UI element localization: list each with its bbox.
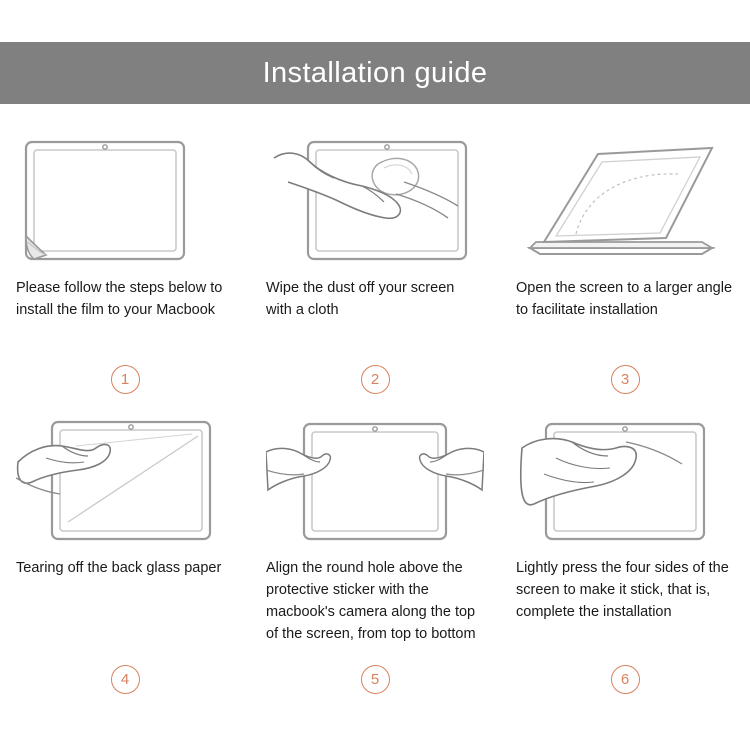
step-caption: Wipe the dust off your screen with a cloth bbox=[266, 280, 455, 318]
illustration-hand-wiping-screen-with-cloth bbox=[266, 138, 484, 263]
step-number-wrap bbox=[16, 365, 234, 394]
steps-grid bbox=[0, 120, 750, 700]
step-card-6 bbox=[500, 400, 750, 700]
step-caption: Lightly press the four sides of the screen to make it stick, that is, complete the installation bbox=[516, 560, 729, 620]
step-caption: Open the screen to a larger angle to facilitate installation bbox=[516, 280, 733, 318]
step-number: 3 bbox=[611, 365, 640, 394]
step-number-wrap bbox=[516, 665, 734, 694]
step-number: 1 bbox=[111, 365, 140, 394]
step-number: 6 bbox=[611, 665, 640, 694]
step-card-3 bbox=[500, 120, 750, 400]
step-caption: Please follow the steps below to install the film to your Macbook bbox=[16, 280, 223, 318]
step-caption: Tearing off the back glass paper bbox=[16, 560, 222, 576]
illustration-laptop-open-wide-angle bbox=[516, 138, 734, 263]
step-number-wrap bbox=[266, 665, 484, 694]
step-number: 2 bbox=[361, 365, 390, 394]
step-card-5 bbox=[250, 400, 500, 700]
step-number-wrap bbox=[16, 665, 234, 694]
illustration-two-hands-aligning-film-over-screen bbox=[266, 418, 484, 543]
illustration-screen-with-peeling-film-corner bbox=[16, 138, 234, 263]
step-card-1 bbox=[0, 120, 250, 400]
illustration-hand-peeling-backing-paper bbox=[16, 418, 234, 543]
step-number: 5 bbox=[361, 665, 390, 694]
step-caption: Align the round hole above the protective sticker with the macbook's camera along the top of the screen, from top to bottom bbox=[266, 560, 476, 642]
step-card-2 bbox=[250, 120, 500, 400]
step-number-wrap bbox=[516, 365, 734, 394]
page-title: Installation guide bbox=[262, 56, 488, 89]
header-banner bbox=[0, 42, 750, 104]
step-card-4 bbox=[0, 400, 250, 700]
step-number-wrap bbox=[266, 365, 484, 394]
step-number: 4 bbox=[111, 665, 140, 694]
illustration-hand-pressing-screen-edges bbox=[516, 418, 734, 543]
